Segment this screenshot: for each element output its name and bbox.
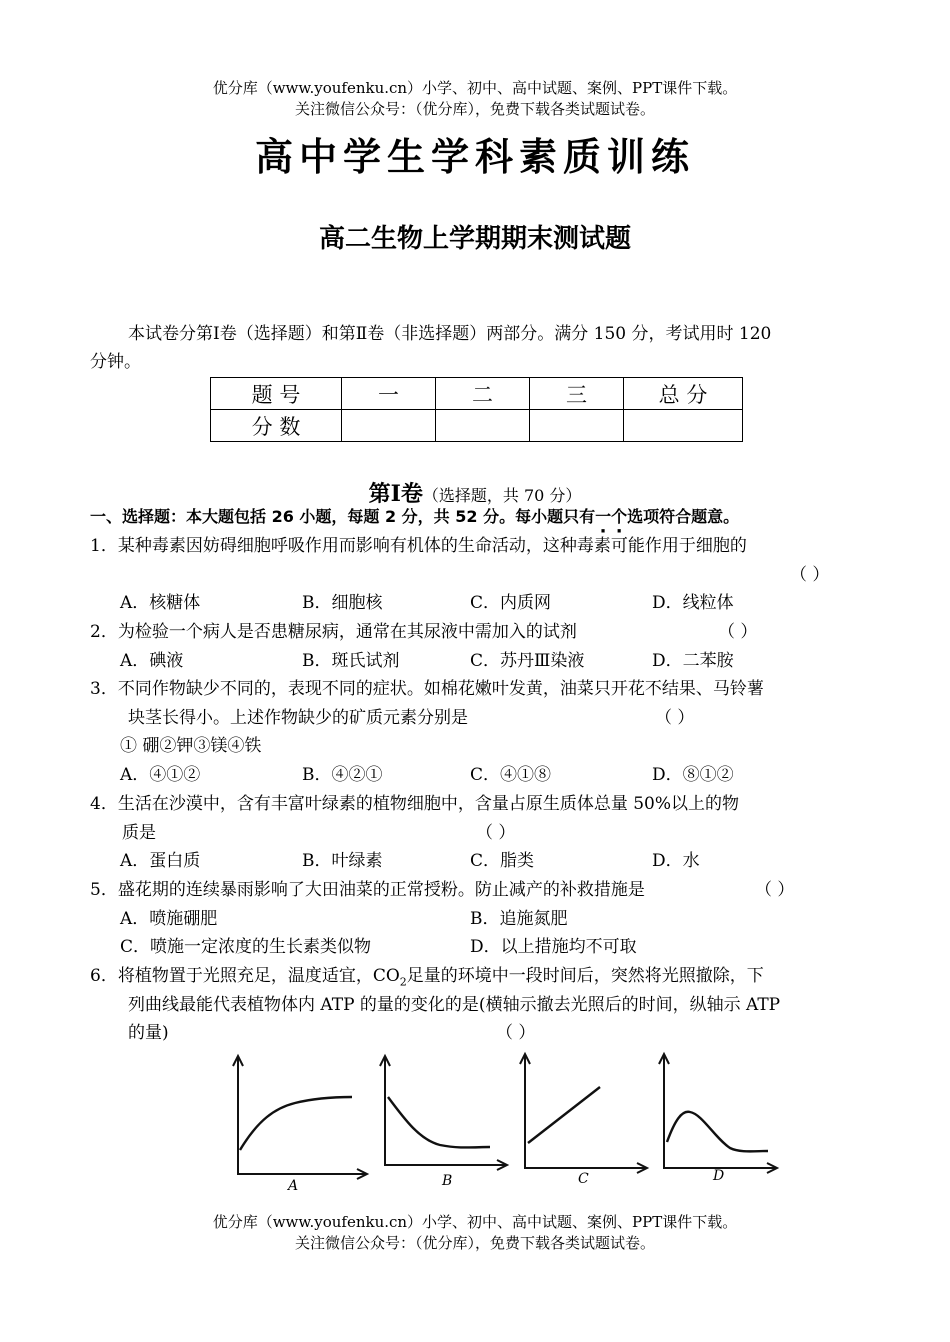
question-3-stem-line2: 块茎长得小。上述作物缺少的矿质元素分别是 [128,708,468,728]
graph-c-label: C [578,1171,589,1187]
score-input-cell[interactable] [342,410,436,442]
question-2-option-c: C．苏丹Ⅲ染液 [470,651,585,671]
emphasis-char: 个 [611,507,628,526]
graph-d-curve [667,1112,768,1152]
score-table-cell: 题 号 [211,378,342,410]
intro-line1: 本试卷分第Ⅰ卷（选择题）和第Ⅱ卷（非选择题）两部分。满分 150 分，考试用时 120 [128,324,772,344]
subscript: 2 [399,975,407,989]
graph-d-label: D [713,1168,725,1184]
score-table-score-row [211,410,743,442]
question-6-stem-line3: 的量) [128,1023,169,1043]
question-5-option-d: D．以上措施均不可取 [470,937,637,957]
site-footer-line2: 关注微信公众号：（优分库），免费下载各类试题试卷。 [294,1234,655,1252]
graph-b-label: B [442,1173,453,1189]
question-1-stem: 1．某种毒素因妨碍细胞呼吸作用而影响有机体的生命活动，这种毒素可能作用于细胞的 [90,536,747,556]
question-4-answer-bracket[interactable]: （ ） [476,823,516,843]
score-input-cell[interactable] [530,410,624,442]
instruction-text: 选项符合题意。 [627,507,740,526]
graph-a [233,1056,367,1194]
question-3-answer-bracket[interactable]: （ ） [655,708,695,728]
intro-line2: 分钟。 [90,352,141,372]
question-5-answer-bracket[interactable]: （ ） [755,880,795,900]
graph-b-curve [388,1097,490,1148]
question-5-stem: 5．盛花期的连续暴雨影响了大田油菜的正常授粉。防止减产的补救措施是 [90,880,645,900]
score-table-cell: 三 [530,378,624,410]
question-4-stem-line1: 4．生活在沙漠中，含有丰富叶绿素的植物细胞中，含量占原生质体总量 50%以上的物 [90,794,740,814]
section-title-note: （选择题，共 70 分） [422,486,582,505]
exam-subtitle: 高二生物上学期期末测试题 [318,224,631,254]
question-2-option-d: D．二苯胺 [652,651,734,671]
question-4-stem-line2: 质是 [122,823,156,843]
question-3-option-d: D．⑧①② [652,765,734,785]
graph-b-axes [385,1058,505,1165]
stem-text: 6．将植物置于光照充足，温度适宜，CO [90,966,400,986]
question-4-option-b: B．叶绿素 [302,851,383,871]
score-table [210,377,743,442]
score-table-cell: 分 数 [211,410,342,442]
graph-c [520,1054,647,1187]
question-1-option-b: B．细胞核 [302,593,383,613]
question-1-option-c: C．内质网 [470,593,552,613]
main-title: 高中学生学科素质训练 [254,135,695,179]
graph-a-label: A [288,1178,299,1194]
question-6-graphs [220,1050,790,1200]
site-header-line1: 优分库（www.youfenku.cn）小学、初中、高中试题、案例、PPT课件下载。 [212,79,738,97]
question-3-stem-line1: 3．不同作物缺少不同的，表现不同的症状。如棉花嫩叶发黄，油菜只开花不结果、马铃薯 [90,679,764,699]
question-6-stem-line1 [90,964,764,994]
question-6-answer-bracket[interactable]: （ ） [496,1023,536,1043]
question-3-option-b: B．④②① [302,765,383,785]
question-2-option-b: B．斑氏试剂 [302,651,400,671]
instruction-text: 一、选择题：本大题包括 26 小题，每题 2 分，共 52 分。每小题只有 [90,507,596,526]
graph-a-curve [240,1097,352,1150]
question-2-option-a: A．碘液 [120,651,184,671]
graph-d [659,1054,777,1184]
section-instruction [90,505,739,529]
score-table-cell: 总 分 [624,378,743,410]
score-table-header-row [211,378,743,410]
emphasis-char: 一 [595,507,612,526]
question-1-answer-bracket[interactable]: （ ） [790,565,830,585]
question-5-option-a: A．喷施硼肥 [120,909,218,929]
section-title-main: 第Ⅰ卷 [368,481,423,507]
graph-c-axes [525,1056,645,1168]
section-title [0,477,950,508]
question-3-option-a: A．④①② [120,765,201,785]
question-5-option-b: B．追施氮肥 [470,909,568,929]
question-2-answer-bracket[interactable]: （ ） [718,622,758,642]
question-1-option-a: A．核糖体 [120,593,201,613]
score-input-cell[interactable] [624,410,743,442]
score-input-cell[interactable] [436,410,530,442]
site-footer-line1: 优分库（www.youfenku.cn）小学、初中、高中试题、案例、PPT课件下载。 [212,1213,738,1231]
question-3-option-c: C．④①⑧ [470,765,552,785]
score-table-cell: 一 [342,378,436,410]
question-4-option-c: C．脂类 [470,851,535,871]
score-table-cell: 二 [436,378,530,410]
graph-c-line [528,1087,600,1143]
question-4-option-a: A．蛋白质 [120,851,201,871]
site-header-line2: 关注微信公众号：（优分库），免费下载各类试题试卷。 [294,100,655,118]
question-5-option-c: C．喷施一定浓度的生长素类似物 [120,937,372,957]
question-3-list: ① 硼②钾③镁④铁 [120,736,262,756]
question-1-option-d: D．线粒体 [652,593,734,613]
stem-text: 足量的环境中一段时间后，突然将光照撤除，下 [406,966,764,986]
graph-a-axes [238,1058,365,1174]
question-6-stem-line2: 列曲线最能代表植物体内 ATP 的量的变化的是(横轴示撤去光照后的时间，纵轴示 ATP [128,995,781,1015]
question-4-option-d: D．水 [652,851,700,871]
question-2-stem: 2．为检验一个病人是否患糖尿病，通常在其尿液中需加入的试剂 [90,622,577,642]
graph-b [380,1056,507,1189]
